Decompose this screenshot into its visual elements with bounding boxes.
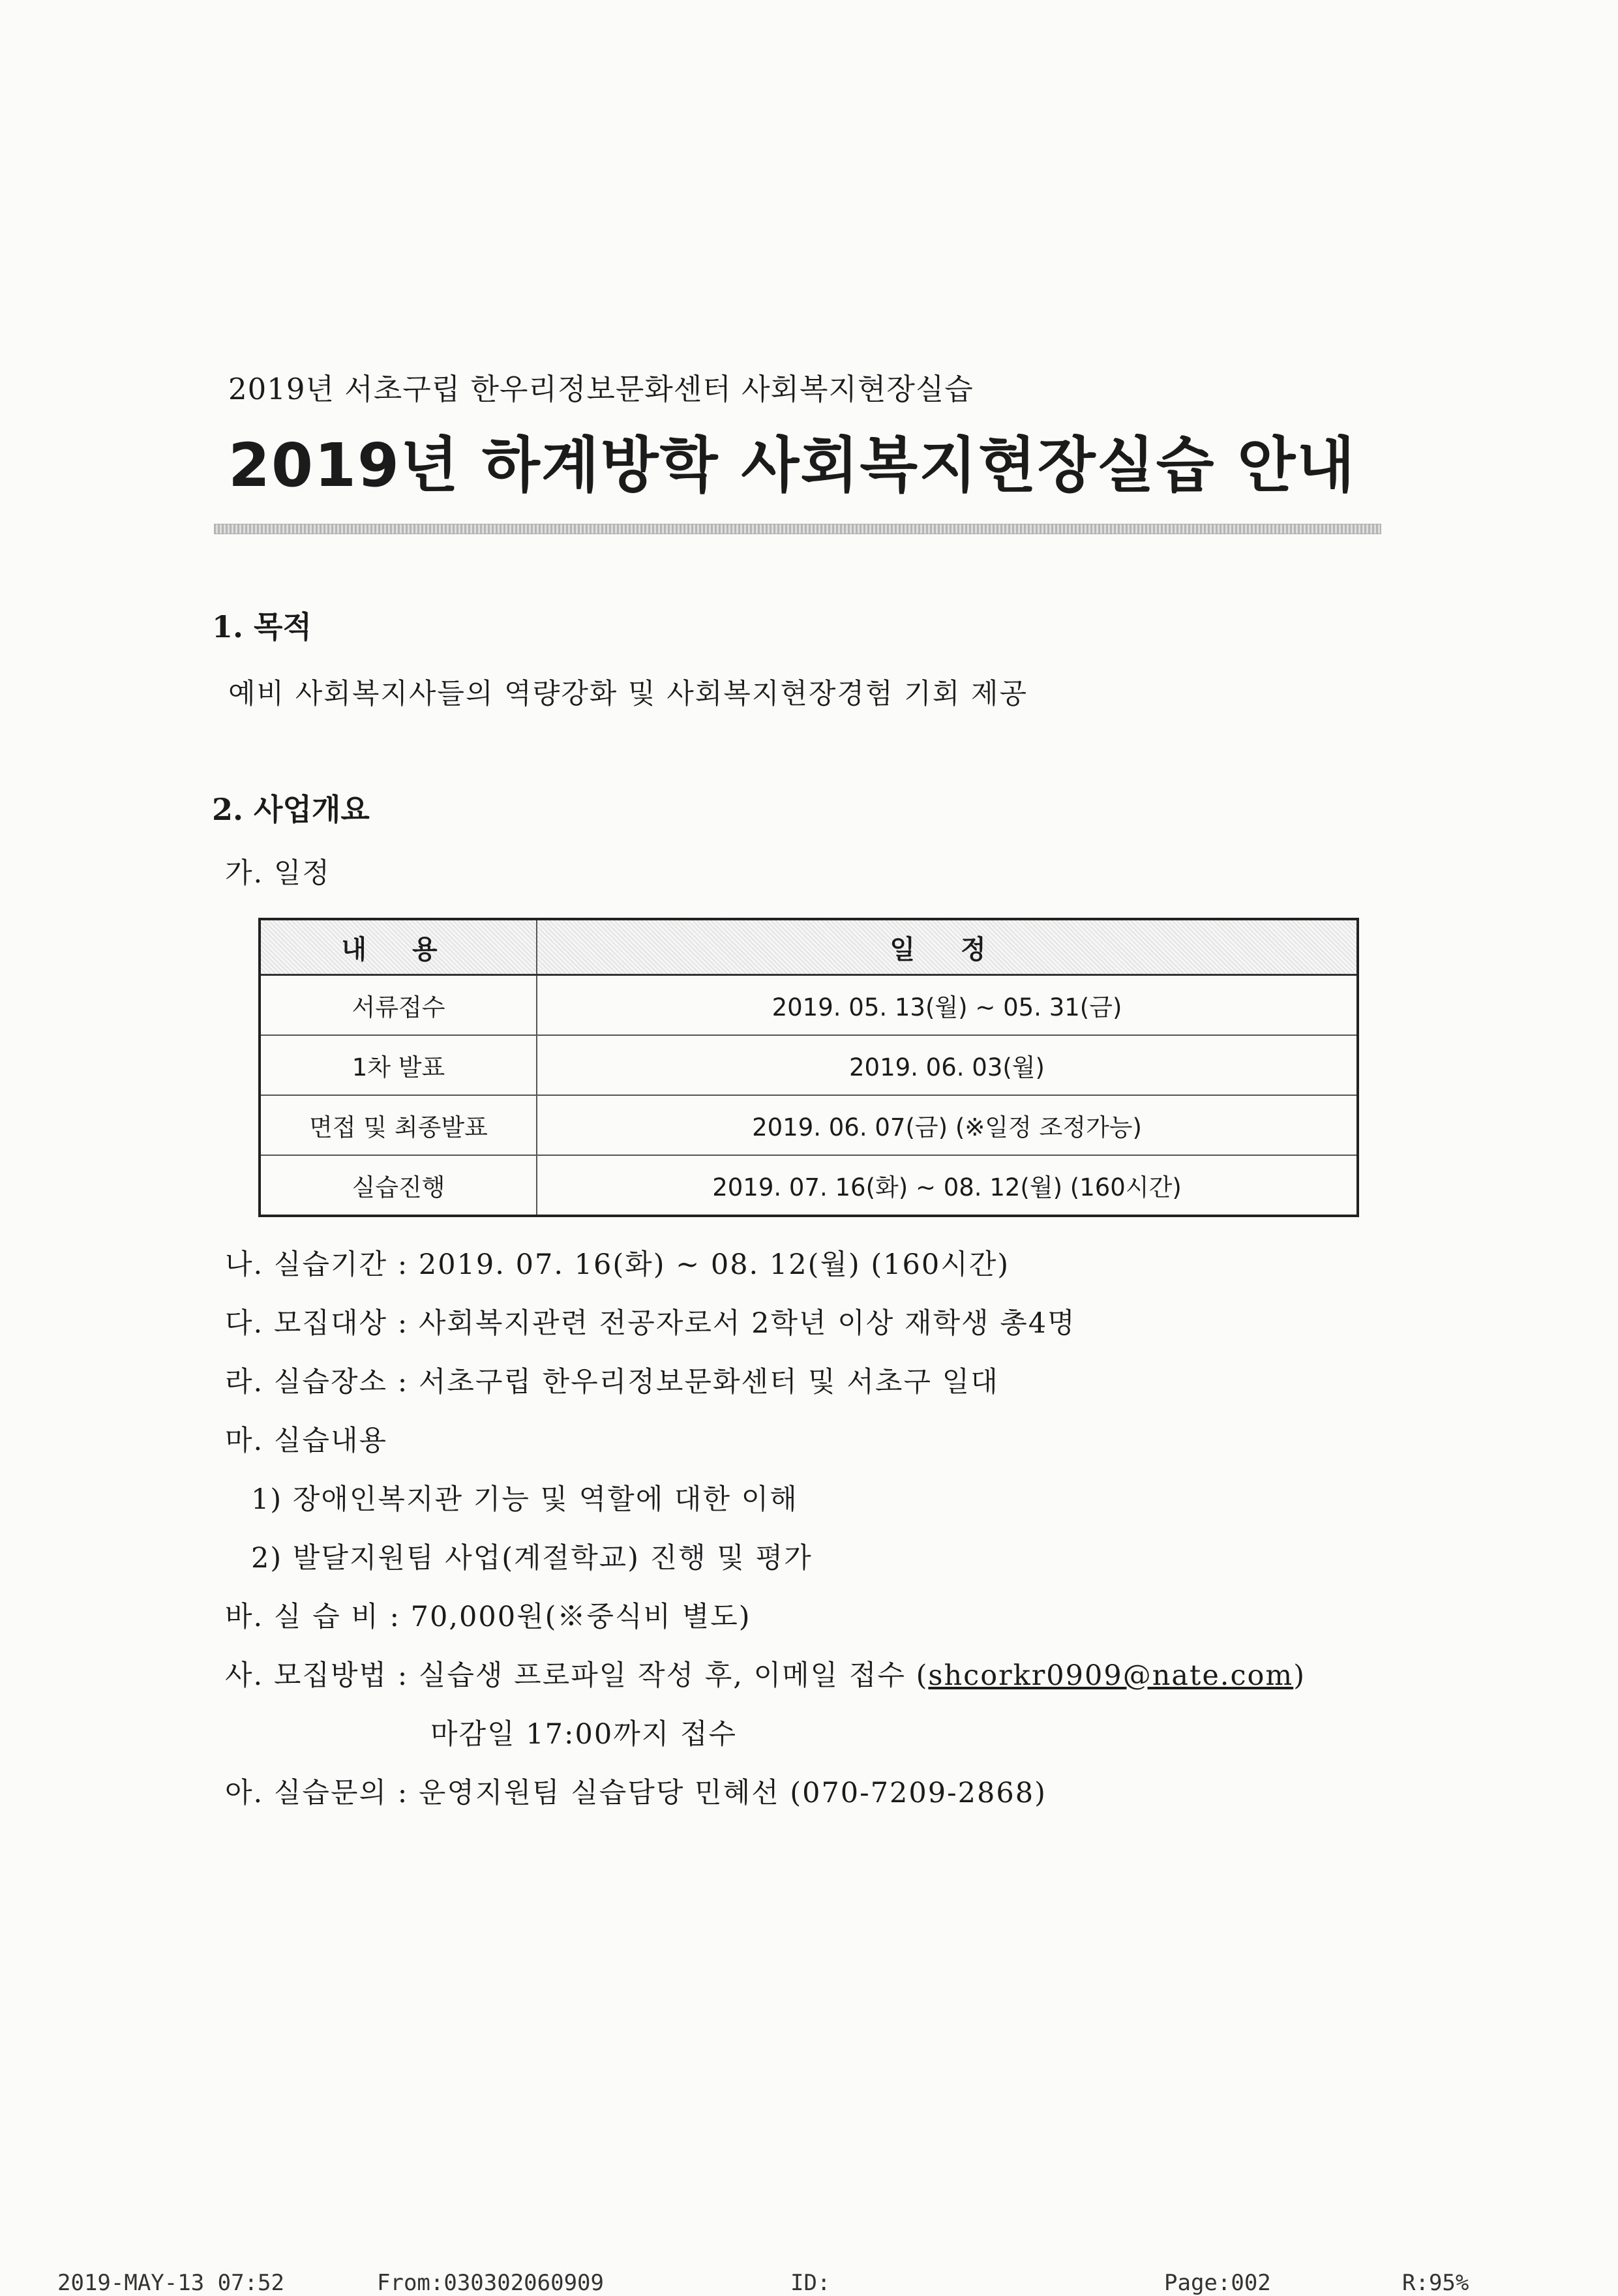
table-row (260, 1155, 1358, 1216)
table-cell: 서류접수 (260, 975, 537, 1036)
item-deadline: 마감일 17:00까지 접수 (430, 1718, 738, 1751)
item-content-2: 2) 발달지원팀 사업(계절학교) 진행 및 평가 (251, 1542, 813, 1575)
fax-from: From:030302060909 (377, 2270, 604, 2296)
item-period: 나. 실습기간 : 2019. 07. 16(화) ~ 08. 12(월) (160시간) (225, 1248, 1010, 1281)
title-divider (214, 524, 1381, 534)
table-cell: 실습진행 (260, 1155, 537, 1216)
schedule-label: 가. 일정 (225, 857, 331, 890)
table-cell: 1차 발표 (260, 1035, 537, 1095)
schedule-table (258, 918, 1359, 1217)
table-header-row (260, 919, 1358, 975)
fax-id: ID: (790, 2270, 831, 2296)
document-title: 2019년 하계방학 사회복지현장실습 안내 (228, 430, 1356, 500)
table-header-schedule: 일 정 (537, 919, 1358, 975)
section-heading-purpose: 1. 목적 (212, 609, 312, 644)
table-cell: 2019. 07. 16(화) ~ 08. 12(월) (160시간) (537, 1155, 1358, 1216)
table-header-content: 내 용 (260, 919, 537, 975)
item-content-1: 1) 장애인복지관 기능 및 역할에 대한 이해 (251, 1483, 798, 1516)
item-inquiry: 아. 실습문의 : 운영지원팀 실습담당 민혜선 (070-7209-2868) (225, 1777, 1047, 1809)
method-text-end: ) (1293, 1659, 1306, 1692)
item-place: 라. 실습장소 : 서초구립 한우리정보문화센터 및 서초구 일대 (225, 1366, 999, 1398)
item-fee: 바. 실 습 비 : 70,000원(※중식비 별도) (225, 1601, 751, 1633)
fax-ratio: R:95% (1402, 2270, 1469, 2296)
table-cell: 2019. 06. 07(금) (※일정 조정가능) (537, 1095, 1358, 1155)
section-heading-overview: 2. 사업개요 (212, 792, 370, 827)
purpose-text: 예비 사회복지사들의 역량강화 및 사회복지현장경험 기회 제공 (228, 678, 1028, 710)
item-method (225, 1654, 1306, 1693)
table-cell: 면접 및 최종발표 (260, 1095, 537, 1155)
method-text: 사. 모집방법 : 실습생 프로파일 작성 후, 이메일 접수 ( (225, 1659, 929, 1692)
document-subtitle: 2019년 서초구립 한우리정보문화센터 사회복지현장실습 (228, 372, 974, 406)
fax-datetime: 2019-MAY-13 07:52 (57, 2270, 284, 2296)
item-target: 다. 모집대상 : 사회복지관련 전공자로서 2학년 이상 재학생 총4명 (225, 1307, 1076, 1340)
fax-page: Page:002 (1164, 2270, 1271, 2296)
table-row (260, 1035, 1358, 1095)
contact-email-link[interactable]: shcorkr0909@nate.com (928, 1659, 1294, 1692)
item-content-label: 마. 실습내용 (225, 1425, 388, 1457)
table-row (260, 1095, 1358, 1155)
table-row (260, 975, 1358, 1036)
table-cell: 2019. 05. 13(월) ~ 05. 31(금) (537, 975, 1358, 1036)
table-cell: 2019. 06. 03(월) (537, 1035, 1358, 1095)
